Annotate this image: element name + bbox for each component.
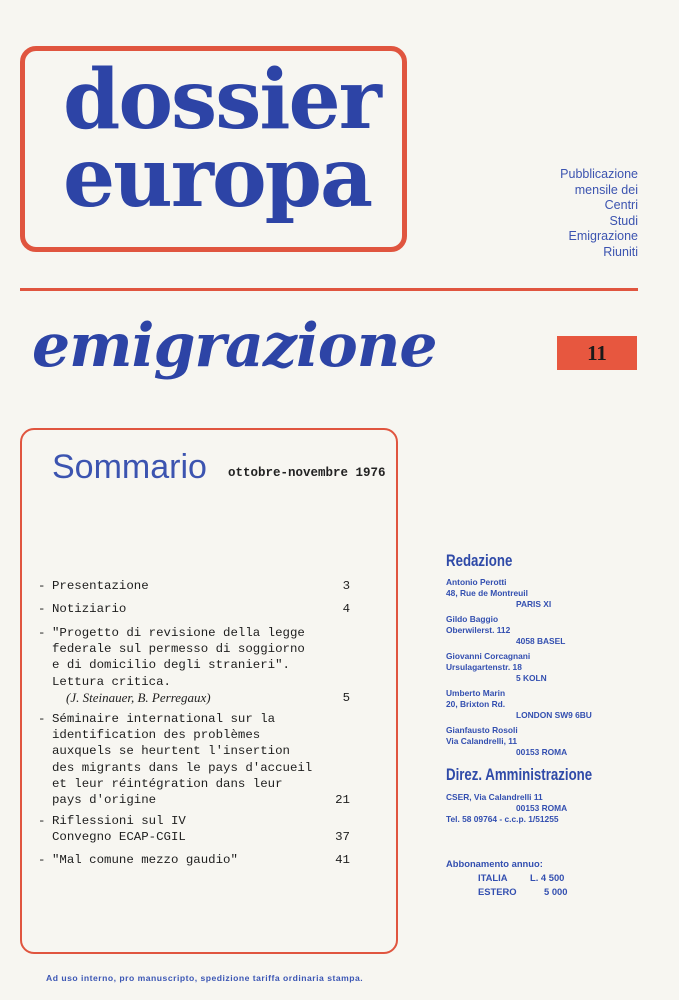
toc-title: Séminaire international sur la identification des problèmes auxquels se heurtent l'insertion des migrants dans le pays d'accueil et leur réintégration dans leur pays d'origine <box>52 712 313 808</box>
admin-address: CSER, Via Calandrelli 11 <box>446 792 543 802</box>
publisher-note <box>510 167 638 260</box>
contact-city: 4058 BASEL <box>516 636 566 646</box>
subscription-heading: Abbonamento annuo: <box>446 858 543 869</box>
publisher-line: mensile dei <box>574 182 638 197</box>
toc-item <box>38 813 350 845</box>
footer-note: Ad uso interno, pro manuscripto, spedizione tariffa ordinaria stampa. <box>46 973 364 983</box>
toc-page-number: 41 <box>335 853 350 867</box>
toc-bullet: - <box>38 853 46 867</box>
contact-address: 20, Brixton Rd. <box>446 699 506 709</box>
toc-bullet: - <box>38 712 46 726</box>
toc-page-number: 3 <box>342 579 350 593</box>
contact-address: Ursulagartenstr. 18 <box>446 662 522 672</box>
logo-europa: europa <box>63 130 372 226</box>
toc-bullet: - <box>38 814 46 828</box>
contact-city: PARIS XI <box>516 599 552 609</box>
toc-item <box>38 601 350 617</box>
contact-name: Gianfausto Rosoli <box>446 725 518 735</box>
subscription-label: ESTERO <box>478 886 517 897</box>
toc-item <box>38 625 350 706</box>
subscription-price: L. 4 500 <box>530 872 565 883</box>
amministrazione-heading: Direz. Amministrazione <box>446 765 593 784</box>
subscription-price: 5 000 <box>544 886 568 897</box>
contact-address: 48, Rue de Montreuil <box>446 588 528 598</box>
admin-city: 00153 ROMA <box>516 803 568 813</box>
divider-rule <box>20 288 638 291</box>
contact-name: Gildo Baggio <box>446 614 499 624</box>
toc-bullet: - <box>38 579 46 593</box>
contact-city: 5 KOLN <box>516 673 547 683</box>
subscription-label: ITALIA <box>478 872 508 883</box>
toc-item <box>38 711 350 808</box>
toc-title: "Progetto di revisione della legge federale sul permesso di soggiorno e di domicilio degli stranieri". Lettura critica. <box>52 626 305 689</box>
toc-authors: (J. Steinauer, B. Perregaux) <box>66 689 211 705</box>
contact-name: Antonio Perotti <box>446 577 507 587</box>
admin-phone: Tel. 58 09764 - c.c.p. 1/51255 <box>446 814 559 824</box>
toc-item <box>38 578 350 594</box>
toc-title: "Mal comune mezzo gaudio" <box>52 853 238 867</box>
contact-name: Giovanni Corcagnani <box>446 651 531 661</box>
section-title: emigrazione <box>32 311 437 381</box>
toc-page-number: 5 <box>342 690 350 705</box>
contact-city: LONDON SW9 6BU <box>516 710 592 720</box>
toc-bullet: - <box>38 626 46 640</box>
publisher-line: Pubblicazione <box>560 167 638 181</box>
toc-item <box>38 852 350 868</box>
contact-address: Via Calandrelli, 11 <box>446 736 518 746</box>
toc-title: Riflessioni sul IV Convegno ECAP-CGIL <box>52 814 186 845</box>
redazione-heading: Redazione <box>446 551 513 570</box>
toc-bullet: - <box>38 602 46 616</box>
publisher-line: Centri <box>604 198 638 212</box>
masthead-logo-frame <box>20 46 407 252</box>
summary-date: ottobre-novembre 1976 <box>228 466 386 480</box>
contact-address: Oberwilerst. 112 <box>446 625 511 635</box>
issue-number-badge: 11 <box>557 336 637 370</box>
publisher-line: Riuniti <box>603 244 638 259</box>
contact-name: Umberto Marin <box>446 688 506 698</box>
publisher-line: Emigrazione <box>568 229 638 243</box>
logo-dossier: dossier <box>63 52 380 148</box>
toc-page-number: 21 <box>335 793 350 808</box>
toc-title: Presentazione <box>52 579 149 593</box>
toc-page-number: 4 <box>342 602 350 616</box>
summary-heading: Sommario <box>52 448 207 486</box>
contact-city: 00153 ROMA <box>516 747 568 757</box>
publisher-line: Studi <box>609 213 638 228</box>
toc-page-number: 37 <box>335 830 350 845</box>
toc-title: Notiziario <box>52 602 127 616</box>
